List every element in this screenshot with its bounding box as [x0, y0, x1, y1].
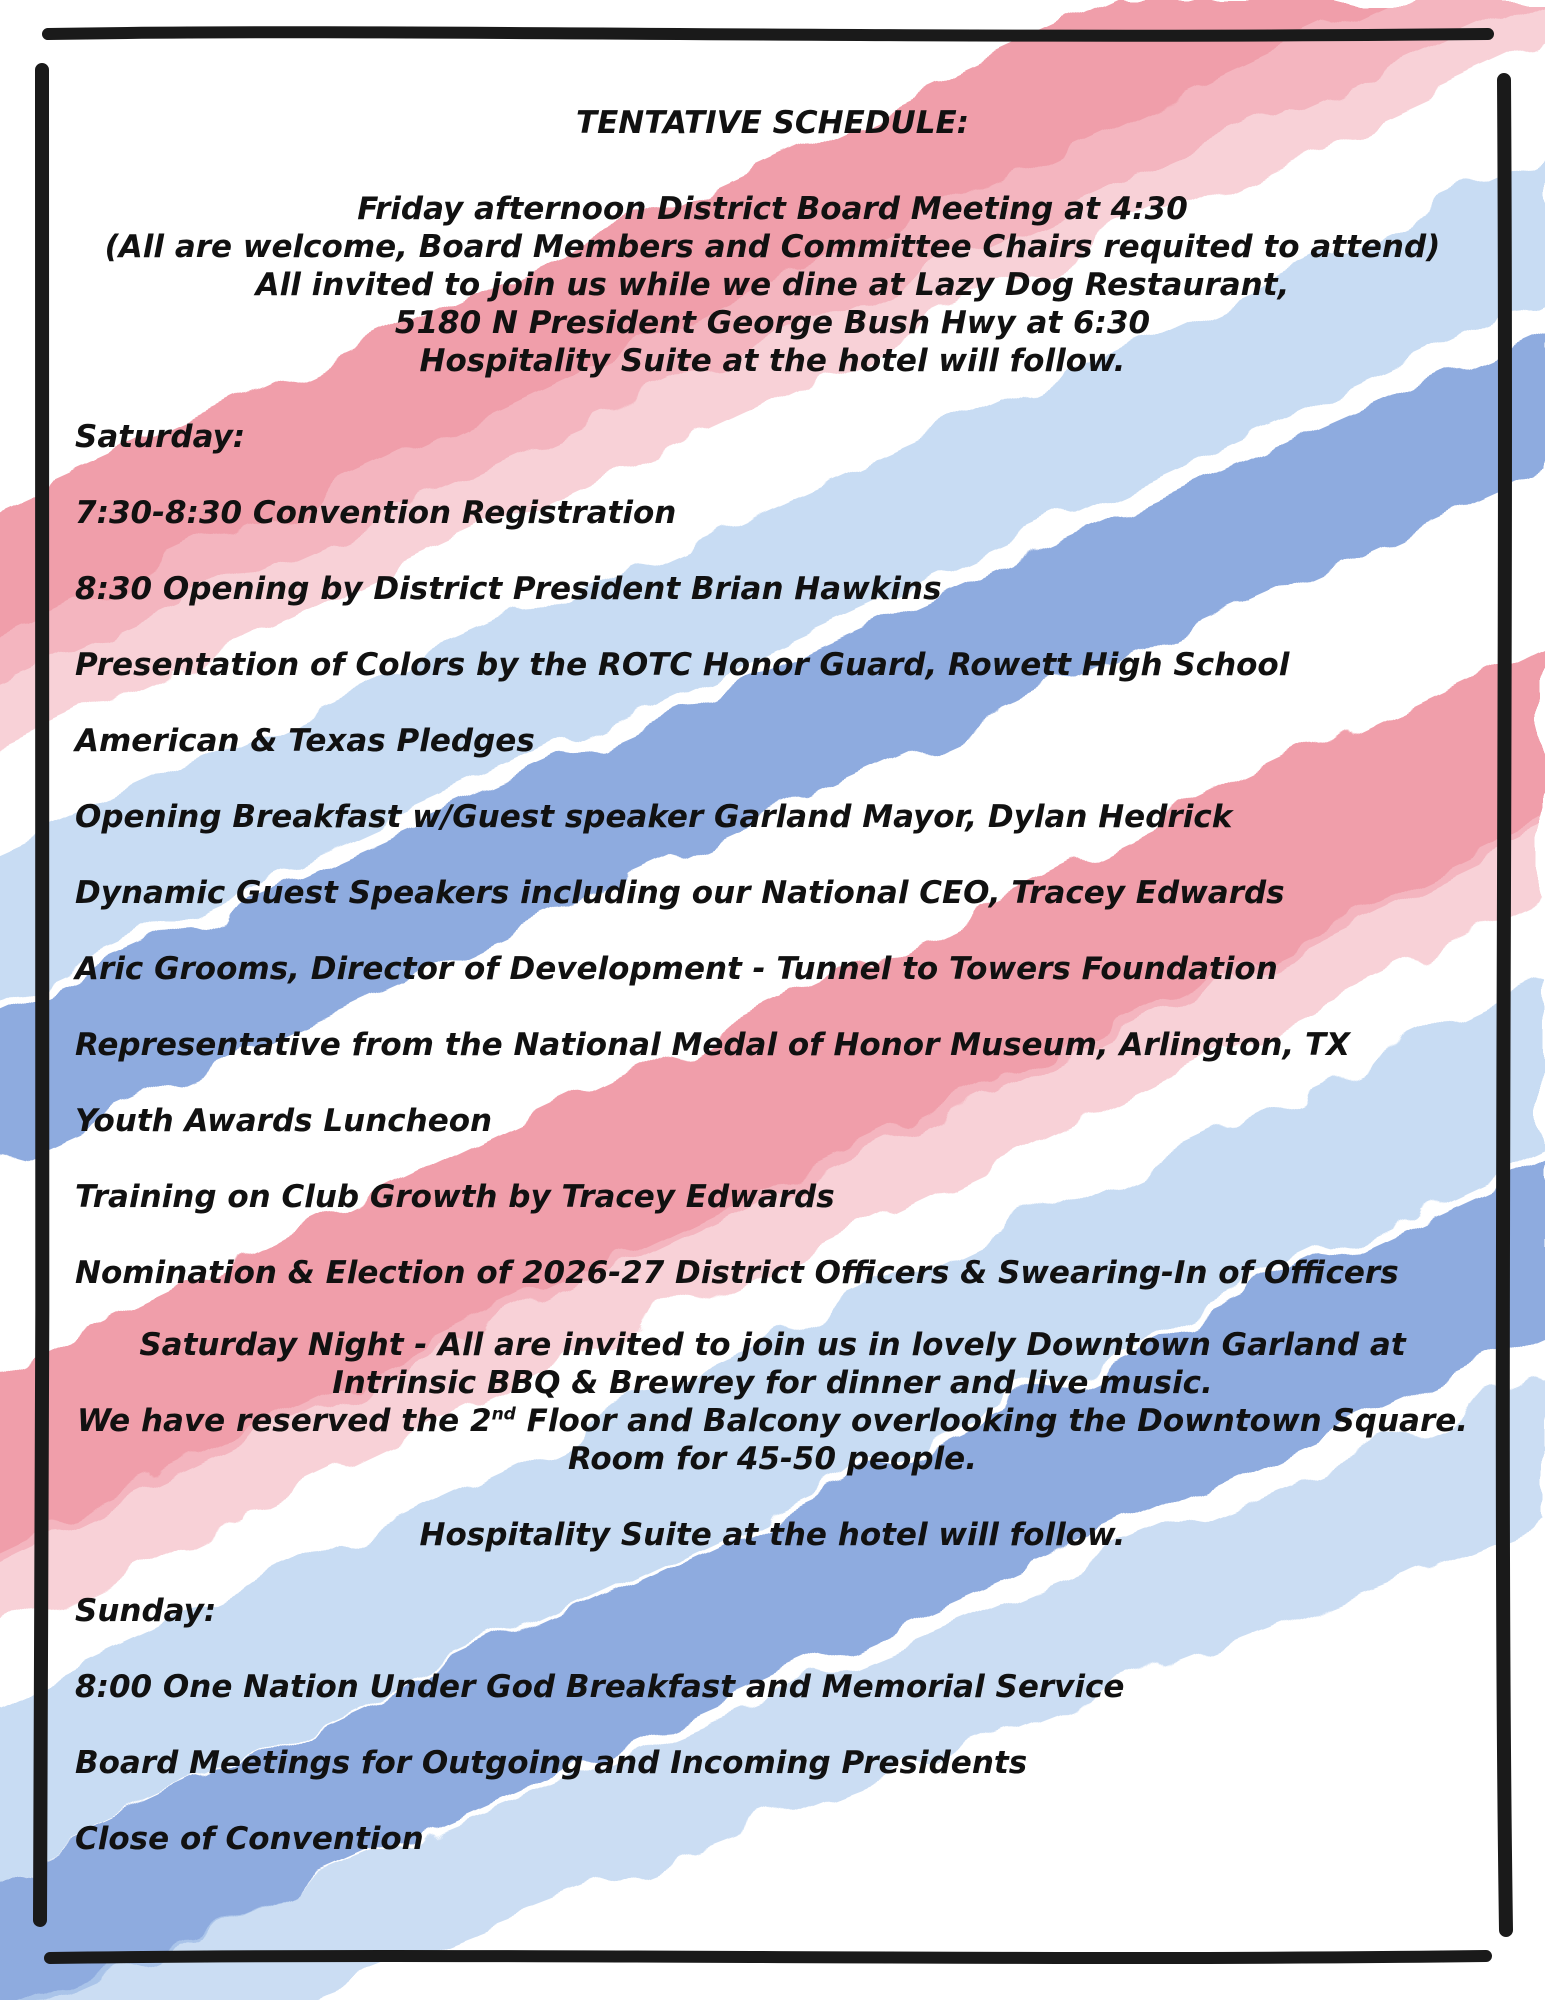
friday-line-4: 5180 N President George Bush Hwy at 6:30	[394, 305, 1151, 341]
friday-line-3: All invited to join us while we dine at Lazy Dog Restaurant,	[255, 267, 1290, 303]
saturday-item: Presentation of Colors by the ROTC Honor Guard, Rowett High School	[75, 647, 1290, 683]
saturday-item: Representative from the National Medal of Honor Museum, Arlington, TX	[75, 1027, 1351, 1063]
saturday-item: Dynamic Guest Speakers including our National CEO, Tracey Edwards	[75, 875, 1285, 911]
saturday-item: Training on Club Growth by Tracey Edwards	[75, 1179, 835, 1215]
ordinal-suffix: nd	[491, 1404, 516, 1425]
saturday-item: 7:30-8:30 Convention Registration	[75, 495, 677, 531]
saturday-night-line-3-end: Floor and Balcony overlooking the Downtown Square.	[515, 1403, 1469, 1439]
saturday-night-line-5: Hospitality Suite at the hotel will follow.	[419, 1517, 1126, 1553]
saturday-heading: Saturday:	[75, 419, 246, 455]
saturday-item: Nomination & Election of 2026-27 District Officers & Swearing-In of Officers	[75, 1255, 1399, 1291]
sunday-heading: Sunday:	[75, 1593, 217, 1629]
saturday-night-line-1: Saturday Night - All are invited to join us in lovely Downtown Garland at	[139, 1327, 1406, 1363]
friday-line-2: (All are welcome, Board Members and Committee Chairs requited to attend)	[104, 229, 1441, 265]
saturday-item: American & Texas Pledges	[75, 723, 535, 759]
saturday-night-line-4: Room for 45-50 people.	[568, 1441, 977, 1477]
sunday-item: Close of Convention	[75, 1821, 424, 1857]
friday-line-5: Hospitality Suite at the hotel will follow.	[419, 343, 1126, 379]
saturday-item: 8:30 Opening by District President Brian Hawkins	[75, 571, 942, 607]
friday-line-1: Friday afternoon District Board Meeting at 4:30	[357, 191, 1188, 227]
sunday-item: Board Meetings for Outgoing and Incoming Presidents	[75, 1745, 1028, 1781]
saturday-item: Youth Awards Luncheon	[75, 1103, 493, 1139]
saturday-item: Opening Breakfast w/Guest speaker Garland Mayor, Dylan Hedrick	[75, 799, 1233, 835]
sunday-item: 8:00 One Nation Under God Breakfast and Memorial Service	[75, 1669, 1125, 1705]
saturday-night-line-3	[60, 1402, 1485, 1440]
saturday-item: Aric Grooms, Director of Development - Tunnel to Towers Foundation	[75, 951, 1278, 987]
schedule-title: TENTATIVE SCHEDULE:	[575, 105, 970, 141]
saturday-night-line-2: Intrinsic BBQ & Brewrey for dinner and live music.	[332, 1365, 1213, 1401]
saturday-night-line-3-start: We have reserved the 2	[76, 1403, 492, 1439]
